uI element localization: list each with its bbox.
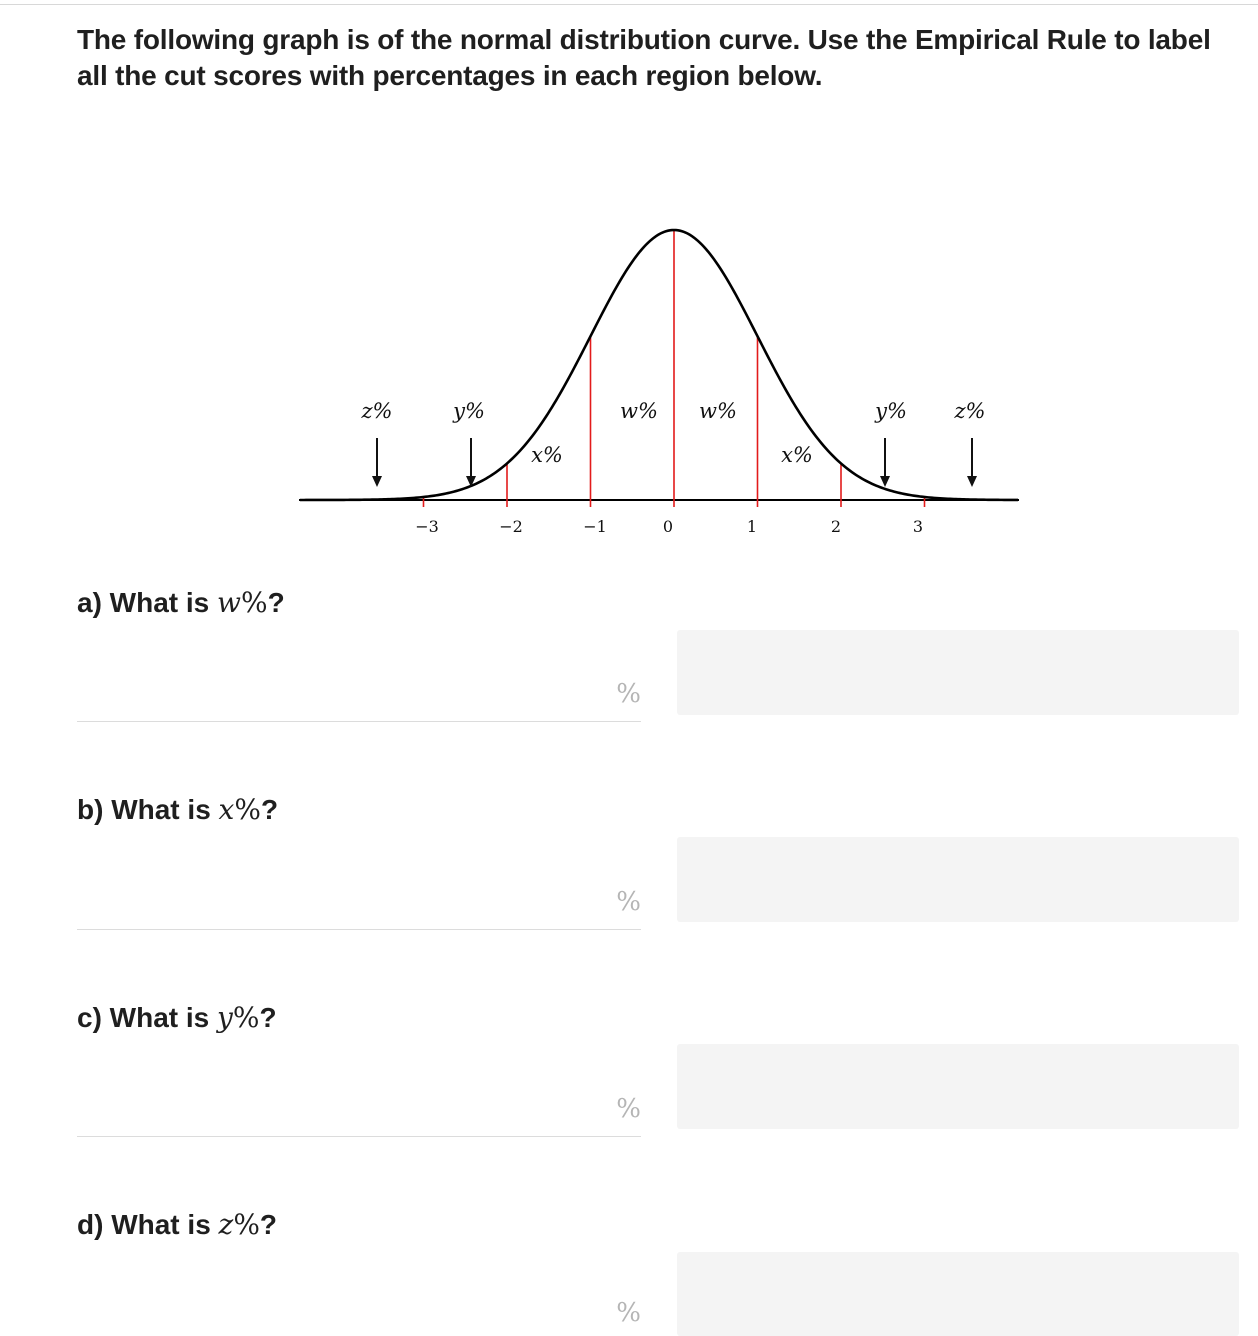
label-x-right: x% <box>781 443 813 467</box>
label-z-right: z% <box>954 399 986 423</box>
label-x-left: x% <box>531 443 563 467</box>
tick-label-neg1: −1 <box>583 517 607 536</box>
tick-label-2: 2 <box>830 517 842 536</box>
tick-label-neg3: −3 <box>415 517 439 536</box>
question-d-variable: z <box>218 1208 234 1241</box>
answer-input-a[interactable] <box>77 661 601 721</box>
question-a: a) What is w%? <box>77 586 285 619</box>
question-d: d) What is z%? <box>77 1208 278 1241</box>
tick-label-3: 3 <box>912 517 924 536</box>
question-prompt: The following graph is of the normal distribution curve. Use the Empirical Rule to label all the cut scores with percentages in each region below. <box>77 24 1211 91</box>
label-w-right: w% <box>699 399 737 423</box>
label-y-left: y% <box>453 399 485 423</box>
percent-unit-c: % <box>616 1094 641 1124</box>
label-w-left: w% <box>620 399 658 423</box>
percent-unit-a: % <box>616 679 641 709</box>
label-y-right: y% <box>875 399 907 423</box>
percent-unit-b: % <box>616 887 641 917</box>
arrow-y-left <box>466 438 476 487</box>
bell-curve <box>300 230 1018 500</box>
arrow-y-right <box>880 438 890 487</box>
feedback-box-d <box>677 1252 1239 1336</box>
feedback-box-a <box>677 630 1239 715</box>
question-c: c) What is y%? <box>77 1001 277 1034</box>
label-z-left: z% <box>361 399 393 423</box>
percent-unit-d: % <box>616 1298 641 1328</box>
tick-label-neg2: −2 <box>499 517 523 536</box>
answer-input-d[interactable] <box>77 1274 601 1334</box>
tick-label-0: 0 <box>662 517 674 536</box>
answer-field-a[interactable] <box>77 661 641 722</box>
answer-input-b[interactable] <box>77 869 601 929</box>
normal-distribution-graph <box>0 0 1258 560</box>
question-b: b) What is x%? <box>77 793 279 826</box>
feedback-box-b <box>677 837 1239 922</box>
arrow-z-left <box>372 438 382 487</box>
question-c-variable: y <box>217 1001 233 1034</box>
answer-field-c[interactable] <box>77 1076 641 1137</box>
arrow-z-right <box>967 438 977 487</box>
answer-field-b[interactable] <box>77 869 641 930</box>
answer-field-d[interactable] <box>77 1274 641 1332</box>
feedback-box-c <box>677 1044 1239 1129</box>
question-b-variable: x <box>218 793 235 826</box>
tick-label-1: 1 <box>746 517 758 536</box>
answer-input-c[interactable] <box>77 1076 601 1136</box>
question-a-variable: w <box>217 586 241 619</box>
